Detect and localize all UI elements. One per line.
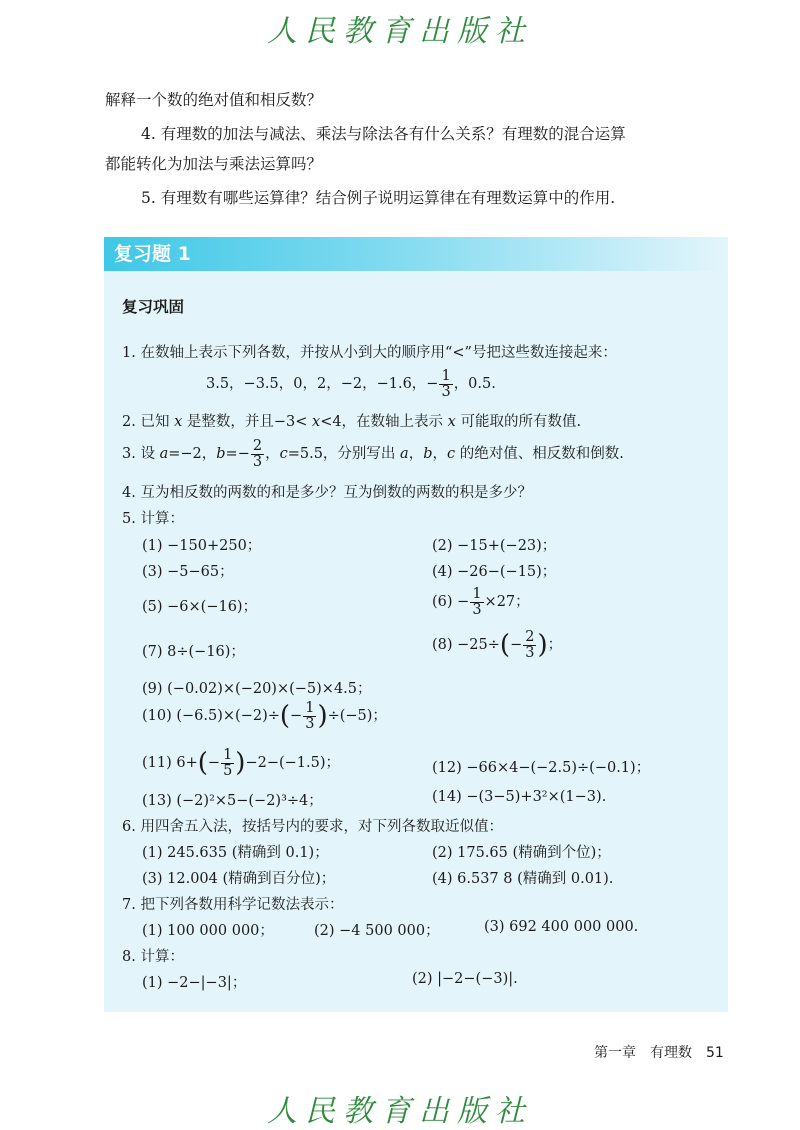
denominator: 3 (472, 601, 482, 618)
page-footer: 第一章 有理数 51 (594, 1045, 724, 1061)
part-text: (11) 6+ (142, 755, 198, 771)
q5-part-6 (432, 587, 530, 617)
var-c: c (447, 446, 456, 462)
part-text: −2−(−1.5)； (245, 755, 341, 771)
numerator: 1 (223, 747, 233, 763)
denominator: 3 (525, 644, 535, 661)
q8-part-1: (1) −2−|−3|； (142, 975, 247, 991)
part-text: ×27； (484, 594, 530, 610)
section-title: 复习题 1 (104, 237, 728, 271)
question-8-title: 8. 计算： (122, 949, 184, 965)
publisher-watermark-top: 人民教育出版社 (267, 14, 533, 49)
var-b: b (423, 446, 433, 462)
var-c: c (279, 446, 288, 462)
question-5-title: 5. 计算： (122, 511, 184, 527)
q7-part-2: (2) −4 500 000； (314, 923, 440, 939)
subsection-title: 复习巩固 (122, 298, 185, 316)
q5-part-10 (142, 701, 387, 731)
denominator: 3 (441, 383, 451, 400)
q2-text: 2. 已知 (122, 414, 175, 430)
q8-part-2: (2) |−2−(−3)|. (412, 971, 518, 987)
part-text: ÷(−5)； (327, 708, 387, 724)
q3-text: =−2， (168, 446, 217, 462)
q5-part-7: (7) 8÷(−16)； (142, 644, 245, 660)
q7-part-1: (1) 100 000 000； (142, 923, 274, 939)
q3-text: =5.5，分别写出 (287, 446, 401, 462)
right-paren: ) (317, 701, 328, 731)
q5-part-11 (142, 748, 340, 778)
fraction (470, 587, 483, 617)
numerator: 1 (441, 368, 451, 384)
question-7-title: 7. 把下列各数用科学记数法表示： (122, 897, 344, 913)
q5-part-14: (14) −(3−5)+3²×(1−3). (432, 789, 607, 805)
numerator: 2 (525, 629, 535, 645)
q2-text: <4，在数轴上表示 (320, 414, 448, 430)
q3-text: 的绝对值、相反数和倒数. (455, 446, 624, 462)
fraction (303, 701, 316, 731)
q7-part-3: (3) 692 400 000 000. (484, 919, 639, 935)
q2-text: 可能取的所有数值. (455, 414, 582, 430)
right-paren: ) (235, 748, 246, 778)
q3-text: 3. 设 (122, 446, 160, 462)
var-x: x (174, 414, 183, 430)
q3-text: ， (265, 446, 280, 462)
q6-part-4: (4) 6.537 8 (精确到 0.01). (432, 871, 614, 887)
q6-part-3: (3) 12.004 (精确到百分位)； (142, 871, 336, 887)
intro-line: 4. 有理数的加法与减法、乘法与除法各有什么关系？有理数的混合运算 (141, 125, 626, 143)
q3-text: ， (408, 446, 424, 462)
denominator: 5 (223, 762, 233, 779)
intro-line: 解释一个数的绝对值和相反数？ (105, 91, 323, 109)
var-b: b (216, 446, 226, 462)
q5-part-9: (9) (−0.02)×(−20)×(−5)×4.5； (142, 681, 372, 697)
left-paren: ( (197, 748, 208, 778)
var-x: x (447, 414, 456, 430)
left-paren: ( (279, 701, 291, 731)
var-a: a (159, 446, 169, 462)
numbers-text: 3.5，−3.5，0，2，−2，−1.6，− (206, 376, 439, 392)
review-exercise-box (104, 237, 728, 1012)
denominator: 3 (305, 715, 315, 732)
q2-text: 是整数，并且−3< (182, 414, 312, 430)
question-3 (122, 439, 624, 469)
q5-part-12: (12) −66×4−(−2.5)÷(−0.1)； (432, 760, 651, 776)
denominator: 3 (252, 453, 263, 470)
part-text: − (290, 708, 303, 724)
fraction (251, 439, 264, 469)
q5-part-5: (5) −6×(−16)； (142, 599, 258, 615)
part-text: (10) (−6.5)×(−2)÷ (142, 708, 280, 724)
part-text: (8) −25÷ (432, 637, 500, 653)
intro-line: 都能转化为加法与乘法运算吗？ (105, 155, 323, 173)
question-2 (122, 410, 581, 431)
q6-part-1: (1) 245.635 (精确到 0.1)； (142, 845, 329, 861)
fraction (523, 630, 536, 660)
part-text: (6) − (432, 594, 470, 610)
q5-part-8 (432, 630, 562, 660)
q5-part-1: (1) −150+250； (142, 538, 262, 554)
q5-part-2: (2) −15+(−23)； (432, 538, 557, 554)
numerator: 1 (305, 700, 315, 716)
numerator: 1 (472, 586, 482, 602)
q5-part-13: (13) (−2)²×5−(−2)³÷4； (142, 793, 323, 809)
intro-line: 5. 有理数有哪些运算律？结合例子说明运算律在有理数运算中的作用. (141, 189, 616, 207)
part-text: − (510, 637, 523, 653)
right-paren: ) (537, 630, 548, 660)
q5-part-4: (4) −26−(−15)； (432, 564, 557, 580)
q3-text: =− (225, 446, 250, 462)
q5-part-3: (3) −5−65； (142, 564, 234, 580)
fraction (439, 369, 452, 399)
part-text: − (207, 755, 221, 771)
part-text: ； (547, 637, 563, 653)
numerator: 2 (252, 438, 263, 454)
var-x: x (312, 414, 321, 430)
question-1-numbers (206, 369, 496, 399)
q3-text: ， (432, 446, 447, 462)
publisher-watermark-bottom: 人民教育出版社 (267, 1094, 533, 1129)
left-paren: ( (499, 630, 511, 660)
question-4: 4. 互为相反数的两数的和是多少？互为倒数的两数的积是多少？ (122, 485, 532, 501)
question-6-title: 6. 用四舍五入法，按括号内的要求，对下列各数取近似值： (122, 819, 503, 835)
var-a: a (400, 446, 409, 462)
fraction (221, 748, 234, 778)
q6-part-2: (2) 175.65 (精确到个位)； (432, 845, 611, 861)
numbers-text: ，0.5. (453, 376, 496, 392)
question-1: 1. 在数轴上表示下列各数，并按从小到大的顺序用“<”号把这些数连接起来： (122, 345, 617, 361)
